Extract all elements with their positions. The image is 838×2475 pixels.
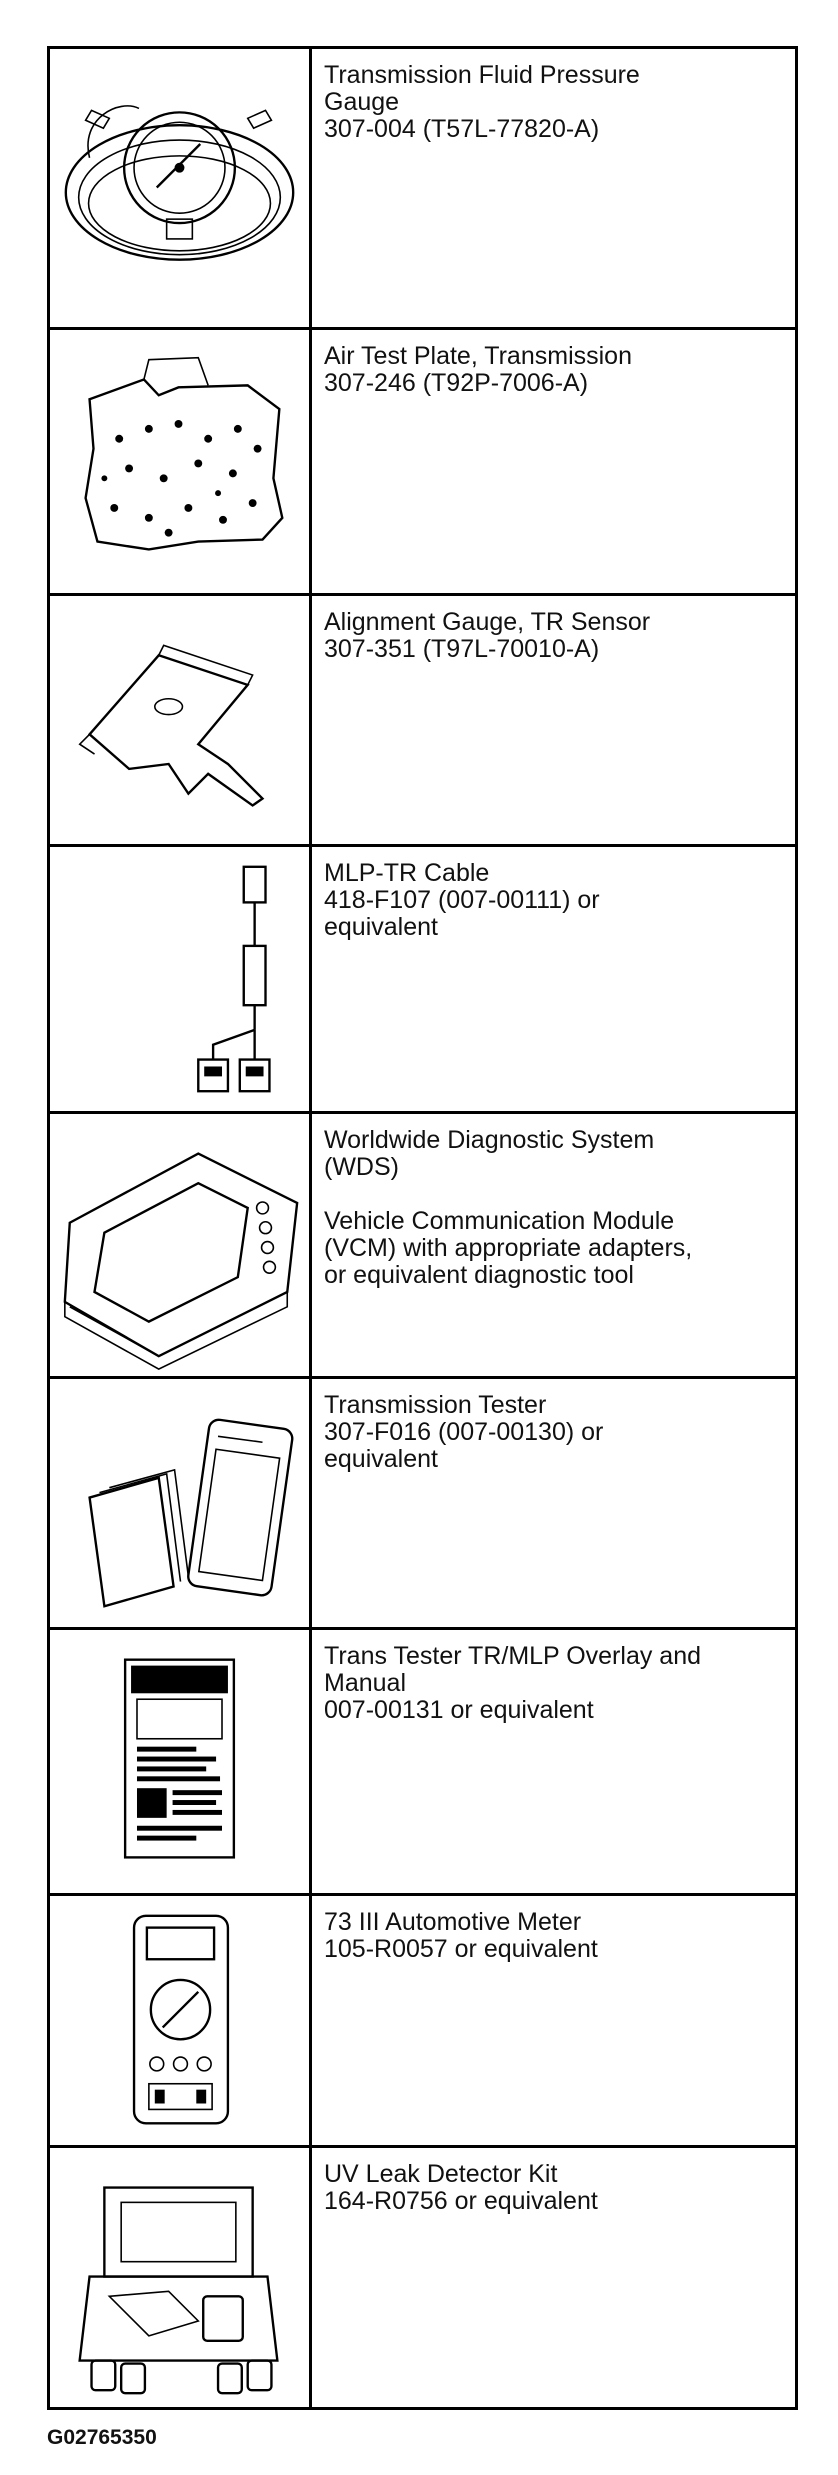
tool-equivalent: equivalent bbox=[324, 913, 438, 941]
tool-row bbox=[49, 1113, 797, 1378]
tool-name: MLP-TR Cable bbox=[324, 859, 490, 887]
special-tools-table bbox=[47, 46, 798, 2410]
tool-name: Worldwide Diagnostic System bbox=[324, 1126, 655, 1154]
tool-part-number: 307-004 (T57L-77820-A) bbox=[324, 115, 600, 143]
tool-name-cont: Manual bbox=[324, 1669, 406, 1697]
mlp-tr-cable-icon bbox=[50, 847, 309, 1111]
tool-description bbox=[311, 1895, 797, 2147]
tool-name: UV Leak Detector Kit bbox=[324, 2160, 558, 2188]
tool-row bbox=[49, 846, 797, 1113]
tool-part-number: 105-R0057 or equivalent bbox=[324, 1935, 598, 1963]
pressure-gauge-icon bbox=[50, 49, 309, 327]
air-test-plate-icon bbox=[50, 330, 309, 593]
tool-name-2: Vehicle Communication Module bbox=[324, 1207, 675, 1235]
tool-illustration bbox=[49, 48, 311, 329]
tool-description bbox=[311, 846, 797, 1113]
tool-illustration bbox=[49, 1113, 311, 1378]
transmission-tester-icon bbox=[50, 1379, 309, 1627]
wds-diagnostic-icon bbox=[50, 1114, 309, 1376]
tool-part-number: 007-00131 or equivalent bbox=[324, 1696, 594, 1724]
tool-name-cont: (WDS) bbox=[324, 1153, 399, 1181]
multimeter-icon bbox=[50, 1896, 309, 2145]
tool-illustration bbox=[49, 1895, 311, 2147]
tool-row bbox=[49, 1378, 797, 1629]
tool-name: 73 III Automotive Meter bbox=[324, 1908, 582, 1936]
tool-name: Alignment Gauge, TR Sensor bbox=[324, 608, 651, 636]
tool-description bbox=[311, 1629, 797, 1895]
tool-illustration bbox=[49, 595, 311, 846]
tool-illustration bbox=[49, 2147, 311, 2409]
tool-part-number: 307-F016 (007-00130) or bbox=[324, 1418, 604, 1446]
tool-row bbox=[49, 1629, 797, 1895]
tool-name: Transmission Fluid Pressure bbox=[324, 61, 640, 89]
spacer-line bbox=[324, 1181, 783, 1208]
overlay-manual-icon bbox=[50, 1630, 309, 1893]
tool-row bbox=[49, 48, 797, 329]
uv-leak-kit-icon bbox=[50, 2148, 309, 2407]
tool-part-number: 164-R0756 or equivalent bbox=[324, 2187, 598, 2215]
tool-desc-cont: or equivalent diagnostic tool bbox=[324, 1261, 634, 1289]
tool-row bbox=[49, 595, 797, 846]
tool-description bbox=[311, 1378, 797, 1629]
tool-part-number: 418-F107 (007-00111) or bbox=[324, 886, 600, 914]
tool-description bbox=[311, 595, 797, 846]
tool-illustration bbox=[49, 1378, 311, 1629]
tool-description bbox=[311, 1113, 797, 1378]
tool-desc-cont: (VCM) with appropriate adapters, bbox=[324, 1234, 693, 1262]
tool-row bbox=[49, 1895, 797, 2147]
tool-illustration bbox=[49, 846, 311, 1113]
tool-name: Air Test Plate, Transmission bbox=[324, 342, 632, 370]
tool-name-cont: Gauge bbox=[324, 88, 400, 116]
tool-row bbox=[49, 329, 797, 595]
tool-part-number: 307-351 (T97L-70010-A) bbox=[324, 635, 600, 663]
tool-part-number: 307-246 (T92P-7006-A) bbox=[324, 369, 589, 397]
tool-illustration bbox=[49, 1629, 311, 1895]
tool-name: Transmission Tester bbox=[324, 1391, 547, 1419]
figure-code: G02765350 bbox=[47, 2426, 157, 2449]
alignment-gauge-icon bbox=[50, 596, 309, 844]
tool-description bbox=[311, 48, 797, 329]
tool-description bbox=[311, 2147, 797, 2409]
tool-description bbox=[311, 329, 797, 595]
tool-name: Trans Tester TR/MLP Overlay and bbox=[324, 1642, 702, 1670]
tool-illustration bbox=[49, 329, 311, 595]
tool-row bbox=[49, 2147, 797, 2409]
tool-equivalent: equivalent bbox=[324, 1445, 438, 1473]
